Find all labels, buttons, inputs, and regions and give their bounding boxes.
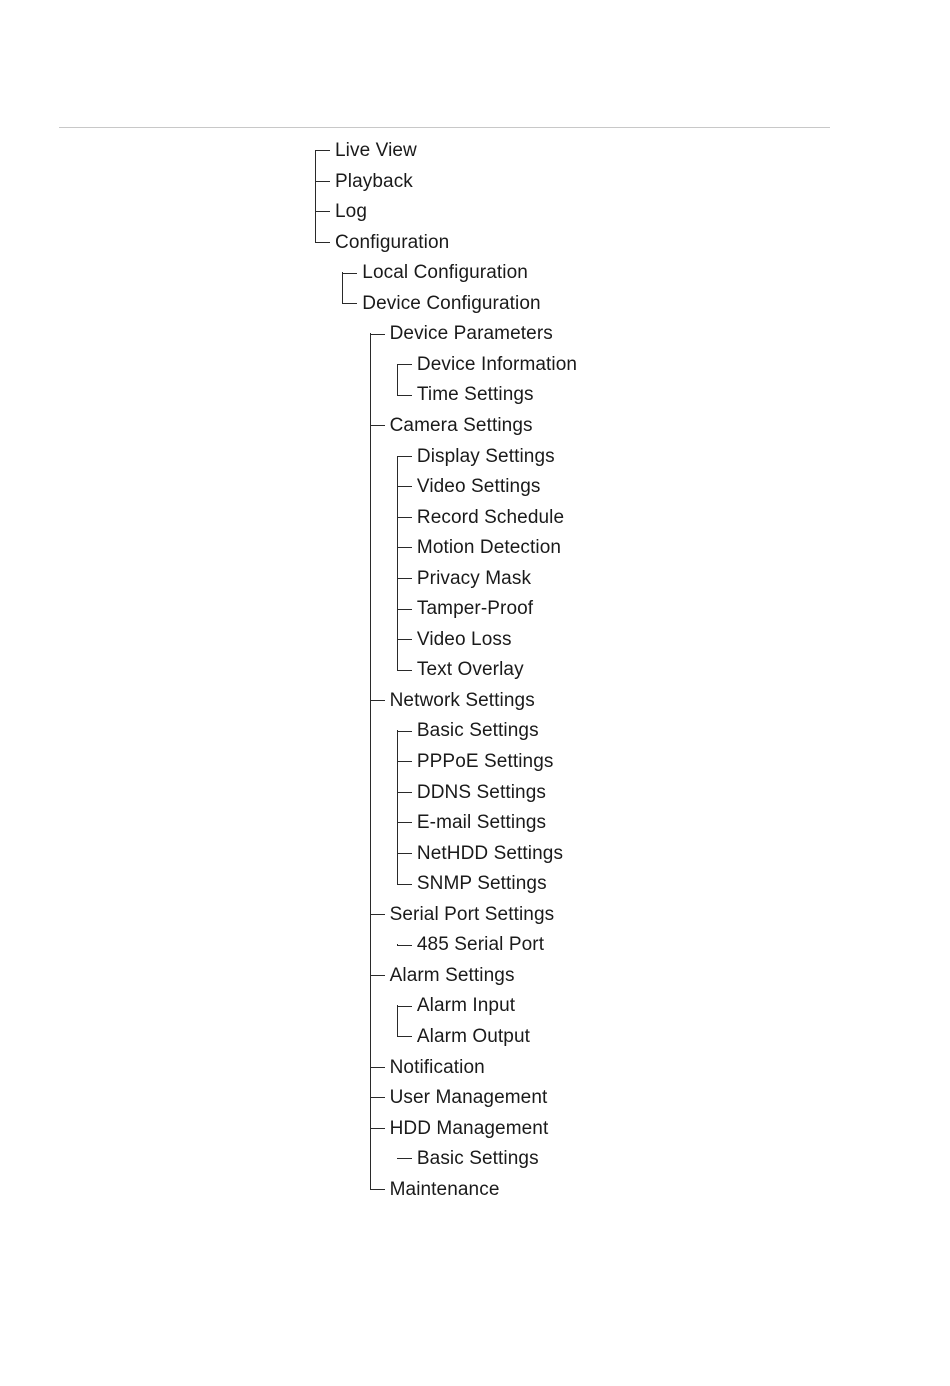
tree-connector-horizontal: [397, 609, 412, 610]
menu-node-device-parameters: Device Parameters: [389, 323, 553, 345]
tree-connector-horizontal: [397, 945, 412, 946]
tree-connector-horizontal: [397, 792, 412, 793]
tree-connector-vertical: [397, 1158, 398, 1159]
tree-connector-horizontal: [397, 670, 412, 671]
menu-node-pppoe-settings: PPPoE Settings: [416, 751, 554, 772]
tree-connector-horizontal: [315, 150, 330, 151]
menu-node-playback: Playback: [335, 170, 413, 192]
tree-connector-vertical: [397, 944, 398, 945]
menu-node-local-configuration: Local Configuration: [362, 262, 528, 284]
menu-node-485-serial-port: 485 Serial Port: [416, 934, 545, 956]
tree-connector-vertical: [397, 456, 398, 671]
tree-connector-vertical: [397, 730, 398, 884]
tree-connector-horizontal: [370, 1189, 385, 1190]
menu-node-nethdd-settings: NetHDD Settings: [416, 842, 564, 864]
tree-connector-horizontal: [397, 1036, 412, 1037]
menu-node-camera-settings: Camera Settings: [389, 414, 533, 436]
menu-node-device-information: Device Information: [416, 353, 578, 375]
tree-connector-horizontal: [315, 242, 330, 243]
menu-node-tamper-proof: Tamper-Proof: [416, 598, 534, 620]
menu-node-notification: Notification: [389, 1056, 485, 1078]
menu-node-privacy-mask: Privacy Mask: [416, 567, 532, 589]
tree-connector-horizontal: [397, 822, 412, 823]
menu-node-basic-settings: Basic Settings: [416, 720, 539, 742]
tree-connector-vertical: [397, 1005, 398, 1037]
tree-connector-horizontal: [397, 639, 412, 640]
menu-node-alarm-output: Alarm Output: [416, 1025, 531, 1047]
tree-connector-horizontal: [370, 914, 385, 915]
menu-node-serial-port-settings: Serial Port Settings: [389, 903, 555, 925]
tree-connector-horizontal: [397, 1006, 412, 1007]
tree-connector-horizontal: [342, 273, 357, 274]
tree-connector-horizontal: [370, 1067, 385, 1068]
tree-connector-horizontal: [315, 211, 330, 212]
menu-node-video-settings: Video Settings: [416, 476, 541, 498]
tree-connector-horizontal: [370, 1097, 385, 1098]
menu-node-maintenance: Maintenance: [389, 1178, 500, 1200]
tree-connector-vertical: [397, 364, 398, 396]
menu-node-configuration: Configuration: [335, 231, 450, 253]
tree-connector-vertical: [370, 333, 371, 1189]
menu-node-device-configuration: Device Configuration: [362, 292, 541, 314]
tree-connector-horizontal: [370, 334, 385, 335]
menu-node-alarm-input: Alarm Input: [416, 995, 516, 1017]
tree-connector-horizontal: [370, 700, 385, 701]
menu-node-live-view: Live View: [335, 140, 417, 161]
tree-connector-horizontal: [397, 761, 412, 762]
menu-node-basic-settings: Basic Settings: [416, 1148, 539, 1170]
tree-connector-horizontal: [397, 486, 412, 487]
menu-node-display-settings: Display Settings: [416, 445, 555, 467]
tree-connector-horizontal: [370, 1128, 385, 1129]
menu-node-record-schedule: Record Schedule: [416, 506, 565, 528]
menu-node-network-settings: Network Settings: [389, 689, 535, 711]
menu-node-video-loss: Video Loss: [416, 628, 512, 650]
tree-connector-horizontal: [397, 547, 412, 548]
tree-connector-horizontal: [397, 1158, 412, 1159]
tree-connector-vertical: [315, 150, 316, 243]
menu-node-ddns-settings: DDNS Settings: [416, 781, 546, 803]
tree-connector-horizontal: [397, 517, 412, 518]
tree-connector-horizontal: [397, 395, 412, 396]
tree-connector-horizontal: [370, 975, 385, 976]
tree-connector-horizontal: [342, 303, 357, 304]
menu-node-hdd-management: HDD Management: [389, 1117, 549, 1139]
tree-connector-horizontal: [315, 181, 330, 182]
menu-node-alarm-settings: Alarm Settings: [389, 964, 515, 986]
tree-connector-horizontal: [397, 578, 412, 579]
tree-connector-vertical: [342, 272, 343, 304]
tree-connector-horizontal: [397, 456, 412, 457]
menu-node-user-management: User Management: [389, 1087, 548, 1109]
menu-node-e-mail-settings: E-mail Settings: [416, 812, 547, 834]
menu-node-motion-detection: Motion Detection: [416, 537, 562, 559]
menu-node-log: Log: [335, 201, 368, 223]
tree-connector-horizontal: [397, 853, 412, 854]
tree-connector-horizontal: [370, 425, 385, 426]
menu-node-text-overlay: Text Overlay: [416, 659, 524, 681]
menu-node-snmp-settings: SNMP Settings: [416, 873, 547, 895]
tree-connector-horizontal: [397, 731, 412, 732]
tree-connector-horizontal: [397, 364, 412, 365]
menu-node-time-settings: Time Settings: [416, 384, 534, 406]
tree-connector-horizontal: [397, 884, 412, 885]
